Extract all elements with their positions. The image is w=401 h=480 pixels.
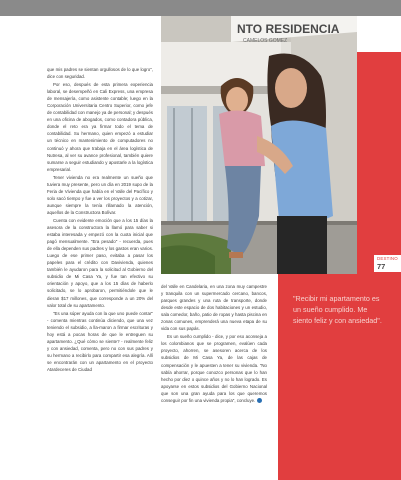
sign-text: NTO RESIDENCIA bbox=[237, 22, 340, 36]
page-number: 77 bbox=[377, 262, 386, 271]
pull-quote: "Recibir mi apartamento es un sueño cumplido. Me siento feliz y con ansiedad". bbox=[293, 294, 382, 325]
paragraph: que mis padres se sientan orgullosos de lo que logro", dice con seguridad. bbox=[47, 67, 153, 80]
paragraph: Tener vivienda no era realmente un sueño que tuviera muy presente, pero un día en 2019 supo de la Feria de Vivienda que había en el Valle del Pacífico y solo sacó tiempo y fue a ver los proyectos y a cotizar, aunque siempre la tenía rillamado la atención, aquellos de la Constructora Bolívar. bbox=[47, 174, 153, 215]
paragraph-last bbox=[161, 333, 267, 403]
paragraph: Cuenta con evidente emoción que a los 15 días la asesora de la constructora la llamó para saber si estaba interesada y empezó con la cuota inicial que pagó mensualmente. "Era pesado" - recuerda, pues de ella dependen sus padres y los gastos eran varios. Luego de ese primer paso, evitaba a pasar los papeles para el crédito con Davivienda, quienes también le ayudaron para la solicitud al Gobierno del subsidio de Mi Casa Ya, y fue tan efectivo su orientación y apoyo, que a los 15 días de haberlo solicitado, se lo aprobaron, permitiéndole que le dieran $17 millones, que corresponde a un 20% del valor total de su apartamento. bbox=[47, 217, 153, 308]
sign-subtext: CAMELOS GOMEZ bbox=[243, 38, 288, 44]
article-column-left bbox=[47, 66, 153, 374]
article-photo bbox=[161, 16, 357, 274]
paragraph: "Es una súper ayuda con la que uno puede contar" - comenta mientras continúa diciendo, que una vez teniendo el subsidio, a lla-maron a firmar escrituras y hoy está a pocas horas de que le entreguen su apartamento. ¿Qué cómo se siente? - realmente feliz y con ansiedad, comenta, pero no con sus padres y su hermano a recibirlo para compartir esa alegría. Allí se encontrarán con un apartamento en el proyecto Atardeceres de Ciudad bbox=[47, 310, 153, 372]
paragraph: del Valle en Candelaria, en una zona muy campestre y tranquila con un supermercado cercano, bancos, parques grandes y una ruta de transporte, donde desde este espacio de dos habitaciones y un estudio, sala comedor, baño, patio de ropas y hasta piscina en zonas comunes, emprenderá una nueva etapa de su vida con sus papás. bbox=[161, 284, 267, 332]
paragraph-text: Es un sueño cumplido - dice, y por eso aconseja a los colombianos que se programen, evalúen cada proyecto, ahorren, se asesoren acerca de los subsidios de Mi Casa Ya, de las cajas de compensación y le apuesten a tener su vivienda. "No sabía ahorrar, porque conozco personas que lo han hecho por diez o quince años y no lo han logrado. Es apoyarse en estos subsidios del Gobierno Nacional que son una gran ayuda para los que queremos conseguir por fin una vivienda propia", concluye. bbox=[161, 334, 267, 403]
paragraph: Por eso, después de esta primera experiencia laboral, se desempeñó en Cali Express, una empresa de mensajería, como asistente contable; luego en la Corporación Universitaria Centro Superior, como jefe de contabilidad con manejo ya de personal; y después en una oficina de abogados, como contadora pública, donde el reto era ya firmar todo el tema de contabilidad. Su hermano, quien empezó a estudiar un técnico en mantenimiento de computadores no continuó y ahora que trabaja en el área logística de Nutresa, al ver su avance profesional, también quiere sumarse a seguir estudiando y apostarle a la logística empresarial. bbox=[47, 82, 153, 172]
header-bar bbox=[0, 0, 401, 16]
end-mark-icon bbox=[257, 398, 262, 403]
article-column-mid bbox=[161, 283, 267, 405]
photo-mother-and-child bbox=[161, 16, 357, 274]
section-label: DESTINO bbox=[377, 256, 398, 261]
